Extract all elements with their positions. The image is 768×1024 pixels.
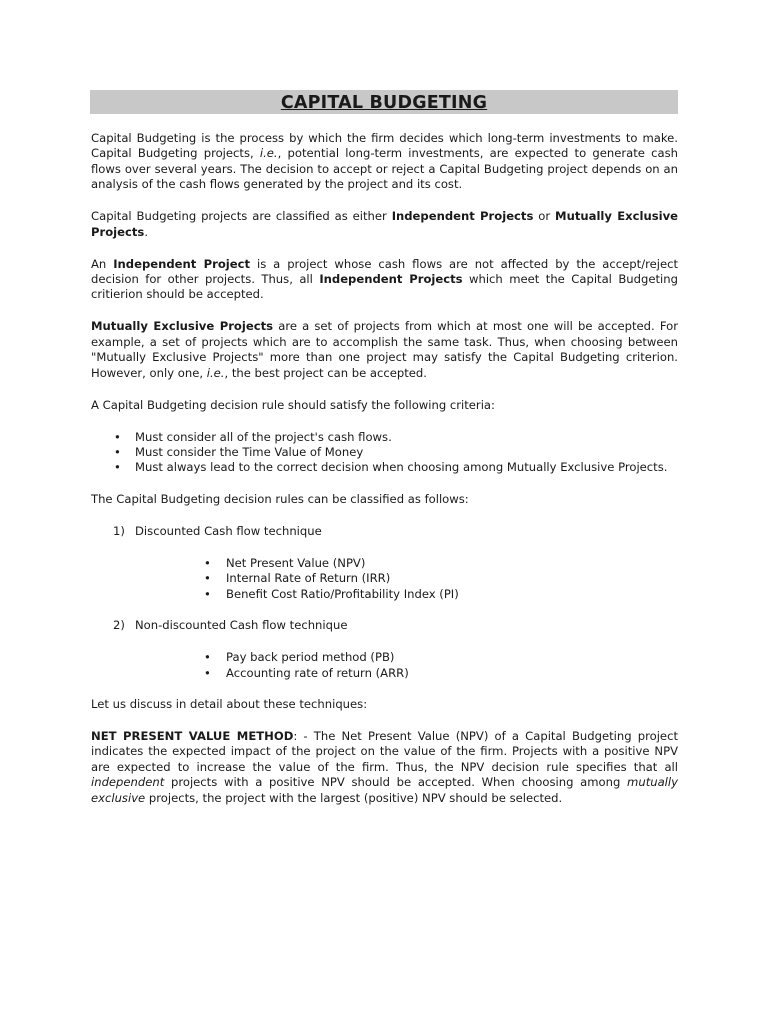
list-item (91, 666, 678, 681)
bullet-icon: • (204, 665, 211, 680)
paragraph-criteria-intro: A Capital Budgeting decision rule should satisfy the following criteria: (91, 397, 495, 412)
list-item (91, 445, 678, 460)
text-run: Capital Budgeting projects are classified as either (91, 209, 392, 224)
list-item-text: Benefit Cost Ratio/Profitability Index (PI) (226, 586, 459, 601)
italic-text: mutually exclusive (91, 775, 678, 805)
list-item (91, 430, 678, 445)
numbered-item-discounted (91, 524, 678, 539)
paragraph-discuss: Let us discuss in detail about these techniques: (91, 696, 368, 711)
text-run: are a set of projects from which at most one will be accepted. For example, a set of projects which are to accomplish the same task. Thus, when choosing between "Mutually Exclusive Projects" more than one project may satisfy the Capital Budgeting criterion. However, only one, (91, 319, 678, 380)
list-item-text: Internal Rate of Return (IRR) (226, 571, 391, 586)
list-item (91, 650, 678, 665)
list-item-text: Accounting rate of return (ARR) (226, 665, 409, 680)
paragraph-mutually-exclusive (91, 319, 678, 381)
italic-text: i.e. (259, 146, 278, 161)
paragraph-intro (91, 131, 678, 193)
paragraph-classification-rules: The Capital Budgeting decision rules can be classified as follows: (91, 491, 469, 506)
list-item-text: Must consider all of the project's cash flows. (135, 429, 392, 444)
text-run: projects, the project with the largest (positive) NPV should be selected. (145, 790, 563, 805)
bullet-icon: • (204, 650, 211, 665)
text-run: or (533, 209, 556, 224)
list-item (91, 556, 678, 571)
text-run: Capital Budgeting is the process by which the firm decides which long-term investments to make. Capital Budgeting projects, (91, 131, 678, 161)
paragraph-independent (91, 257, 678, 303)
bullet-icon: • (114, 460, 121, 475)
bold-term: Independent Project (113, 256, 251, 271)
list-item (91, 587, 678, 602)
bullet-icon: • (114, 429, 121, 444)
bold-term: Independent Projects (391, 209, 534, 224)
bold-term: Independent Projects (319, 272, 463, 287)
item-label: Non-discounted Cash flow technique (135, 618, 348, 633)
text-run: An (91, 256, 114, 271)
non-discounted-techniques-list (91, 650, 678, 681)
page-title: CAPITAL BUDGETING (280, 93, 488, 113)
paragraph-npv-method (91, 729, 678, 806)
text-run: . (144, 224, 149, 239)
bullet-icon: • (204, 555, 211, 570)
text-run: which meet the Capital Budgeting critierion should be accepted. (91, 272, 678, 302)
text-run: : - The Net Present Value (NPV) of a Capital Budgeting project indicates the expected impact of the project on the value of the firm. Projects with a positive NPV are expected to increase the value of the firm. Thus, the NPV decision rule specifies that all (91, 728, 678, 774)
list-item-text: Pay back period method (PB) (226, 650, 395, 665)
criteria-list (91, 430, 678, 476)
item-label: Discounted Cash flow technique (135, 523, 322, 538)
text-run: projects with a positive NPV should be accepted. When choosing among (164, 775, 628, 790)
bullet-icon: • (204, 571, 211, 586)
discounted-techniques-list (91, 556, 678, 602)
list-item-text: Must consider the Time Value of Money (135, 445, 364, 460)
list-item (91, 460, 678, 475)
italic-text: i.e. (206, 365, 225, 380)
bold-term: NET PRESENT VALUE METHOD (91, 728, 294, 743)
italic-text: independent (91, 775, 165, 790)
bold-term: Mutually Exclusive Projects (91, 209, 678, 239)
title-bar (90, 90, 678, 114)
list-item-text: Must always lead to the correct decision when choosing among Mutually Exclusive Projects. (135, 460, 668, 475)
item-number: 2) (113, 618, 125, 633)
text-run: , the best project can be accepted. (224, 365, 427, 380)
bullet-icon: • (114, 445, 121, 460)
bold-term: Mutually Exclusive Projects (91, 319, 274, 334)
bullet-icon: • (204, 586, 211, 601)
paragraph-classification (91, 209, 678, 240)
numbered-item-non-discounted (91, 618, 678, 633)
list-item-text: Net Present Value (NPV) (226, 555, 366, 570)
text-run: is a project whose cash flows are not affected by the accept/reject decision for other projects. Thus, all (91, 256, 679, 287)
text-run: , potential long-term investments, are expected to generate cash flows over several years. The decision to accept or reject a Capital Budgeting project depends on an analysis of the cash flows generated by the project and its cost. (91, 146, 678, 192)
item-number: 1) (113, 523, 125, 538)
list-item (91, 571, 678, 586)
document-body (91, 131, 678, 823)
